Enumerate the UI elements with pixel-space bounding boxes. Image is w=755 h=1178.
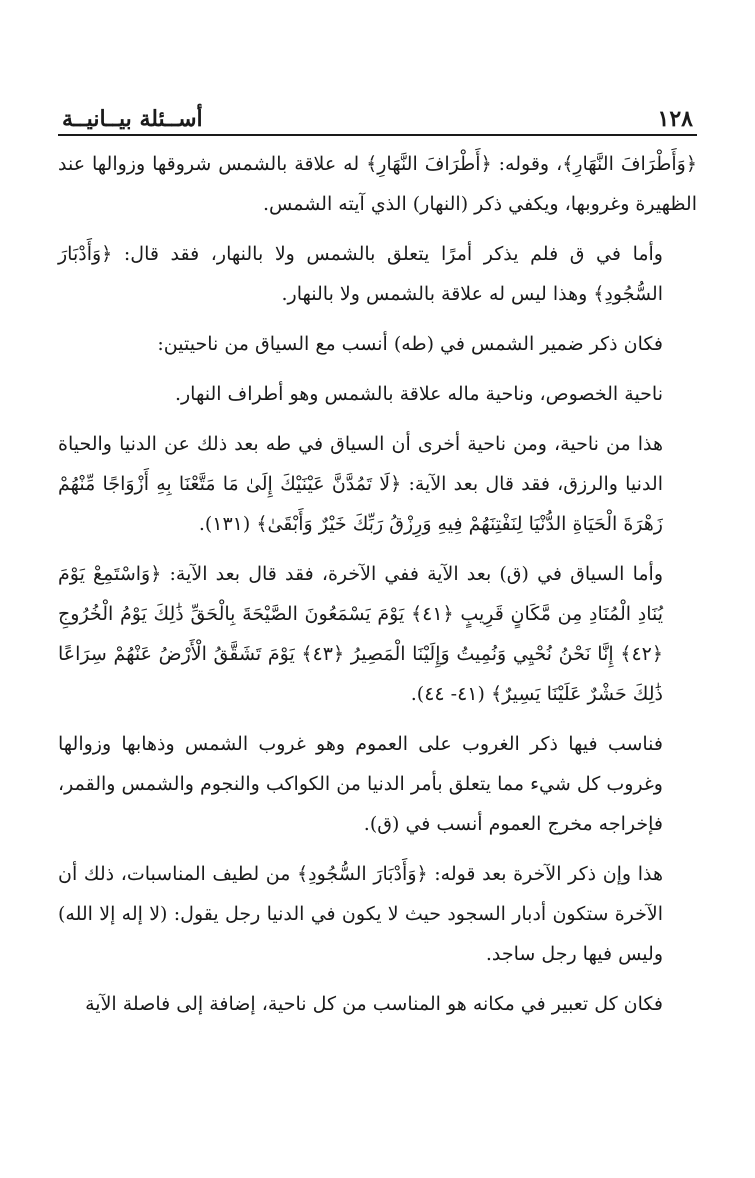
paragraph-8: هذا وإن ذكر الآخرة بعد قوله: ﴿وَأَدْبَارَ السُّجُودِ﴾ من لطيف المناسبات، ذلك أن الآخرة ستكون أدبار السجود حيث لا يكون في الدنيا رجل يقول: (لا إله إلا الله) وليس فيها رجل ساجد. [58, 863, 663, 966]
paragraph-9: فكان كل تعبير في مكانه هو المناسب من كل ناحية، إضافة إلى فاصلة الآية [85, 993, 663, 1016]
paragraph-4: ناحية الخصوص، وناحية ماله علاقة بالشمس وهو أطراف النهار. [174, 383, 663, 406]
page-body [58, 144, 697, 1024]
page-number: ١٢٨ [657, 106, 693, 132]
paragraph-2: وأما في ق فلم يذكر أمرًا يتعلق بالشمس ولا بالنهار، فقد قال: ﴿وَأَدْبَارَ السُّجُودِ﴾ وهذا ليس له علاقة بالشمس ولا بالنهار. [58, 243, 663, 306]
paragraph-7: فناسب فيها ذكر الغروب على العموم وهو غروب الشمس وذهابها وزوالها وغروب كل شيء مما يتعلق بأمر الدنيا من الكواكب والنجوم والشمس والقمر، فإخراجه مخرج العموم أنسب في (ق). [58, 733, 663, 836]
paragraph-3: فكان ذكر ضمير الشمس في (طه) أنسب مع السياق من ناحيتين: [157, 333, 663, 356]
paragraph-1: ﴿وَأَطْرَافَ النَّهَارِ﴾، وقوله: ﴿أَطْرَافَ النَّهَارِ﴾ له علاقة بالشمس شروقها وزوالها عند الظهيرة وغروبها، ويكفي ذكر (النهار) الذي آيته الشمس. [58, 153, 697, 216]
page-header [58, 106, 697, 136]
paragraph-6: وأما السياق في (ق) بعد الآية ففي الآخرة، فقد قال بعد الآية: ﴿وَاسْتَمِعْ يَوْمَ يُنَادِ الْمُنَادِ مِن مَّكَانٍ قَرِيبٍ ﴿٤١﴾ يَوْمَ يَسْمَعُونَ الصَّيْحَةَ بِالْحَقِّ ذَٰلِكَ يَوْمُ الْخُرُوجِ ﴿٤٢﴾ إِنَّا نَحْنُ نُحْيِي وَنُمِيتُ وَإِلَيْنَا الْمَصِيرُ ﴿٤٣﴾ يَوْمَ تَشَقَّقُ الْأَرْضُ عَنْهُمْ سِرَاعًا ذَٰلِكَ حَشْرٌ عَلَيْنَا يَسِيرٌ﴾ (٤١- ٤٤). [58, 563, 664, 706]
running-title: أســئلة بيــانيــة [62, 106, 203, 132]
paragraph-5: هذا من ناحية، ومن ناحية أخرى أن السياق في طه بعد ذلك عن الدنيا والحياة الدنيا والرزق، فقد قال بعد الآية: ﴿لَا تَمُدَّنَّ عَيْنَيْكَ إِلَىٰ مَا مَتَّعْنَا بِهِ أَزْوَاجًا مِّنْهُمْ زَهْرَةَ الْحَيَاةِ الدُّنْيَا لِنَفْتِنَهُمْ فِيهِ وَرِزْقُ رَبِّكَ خَيْرٌ وَأَبْقَىٰ﴾ (١٣١). [58, 433, 663, 536]
